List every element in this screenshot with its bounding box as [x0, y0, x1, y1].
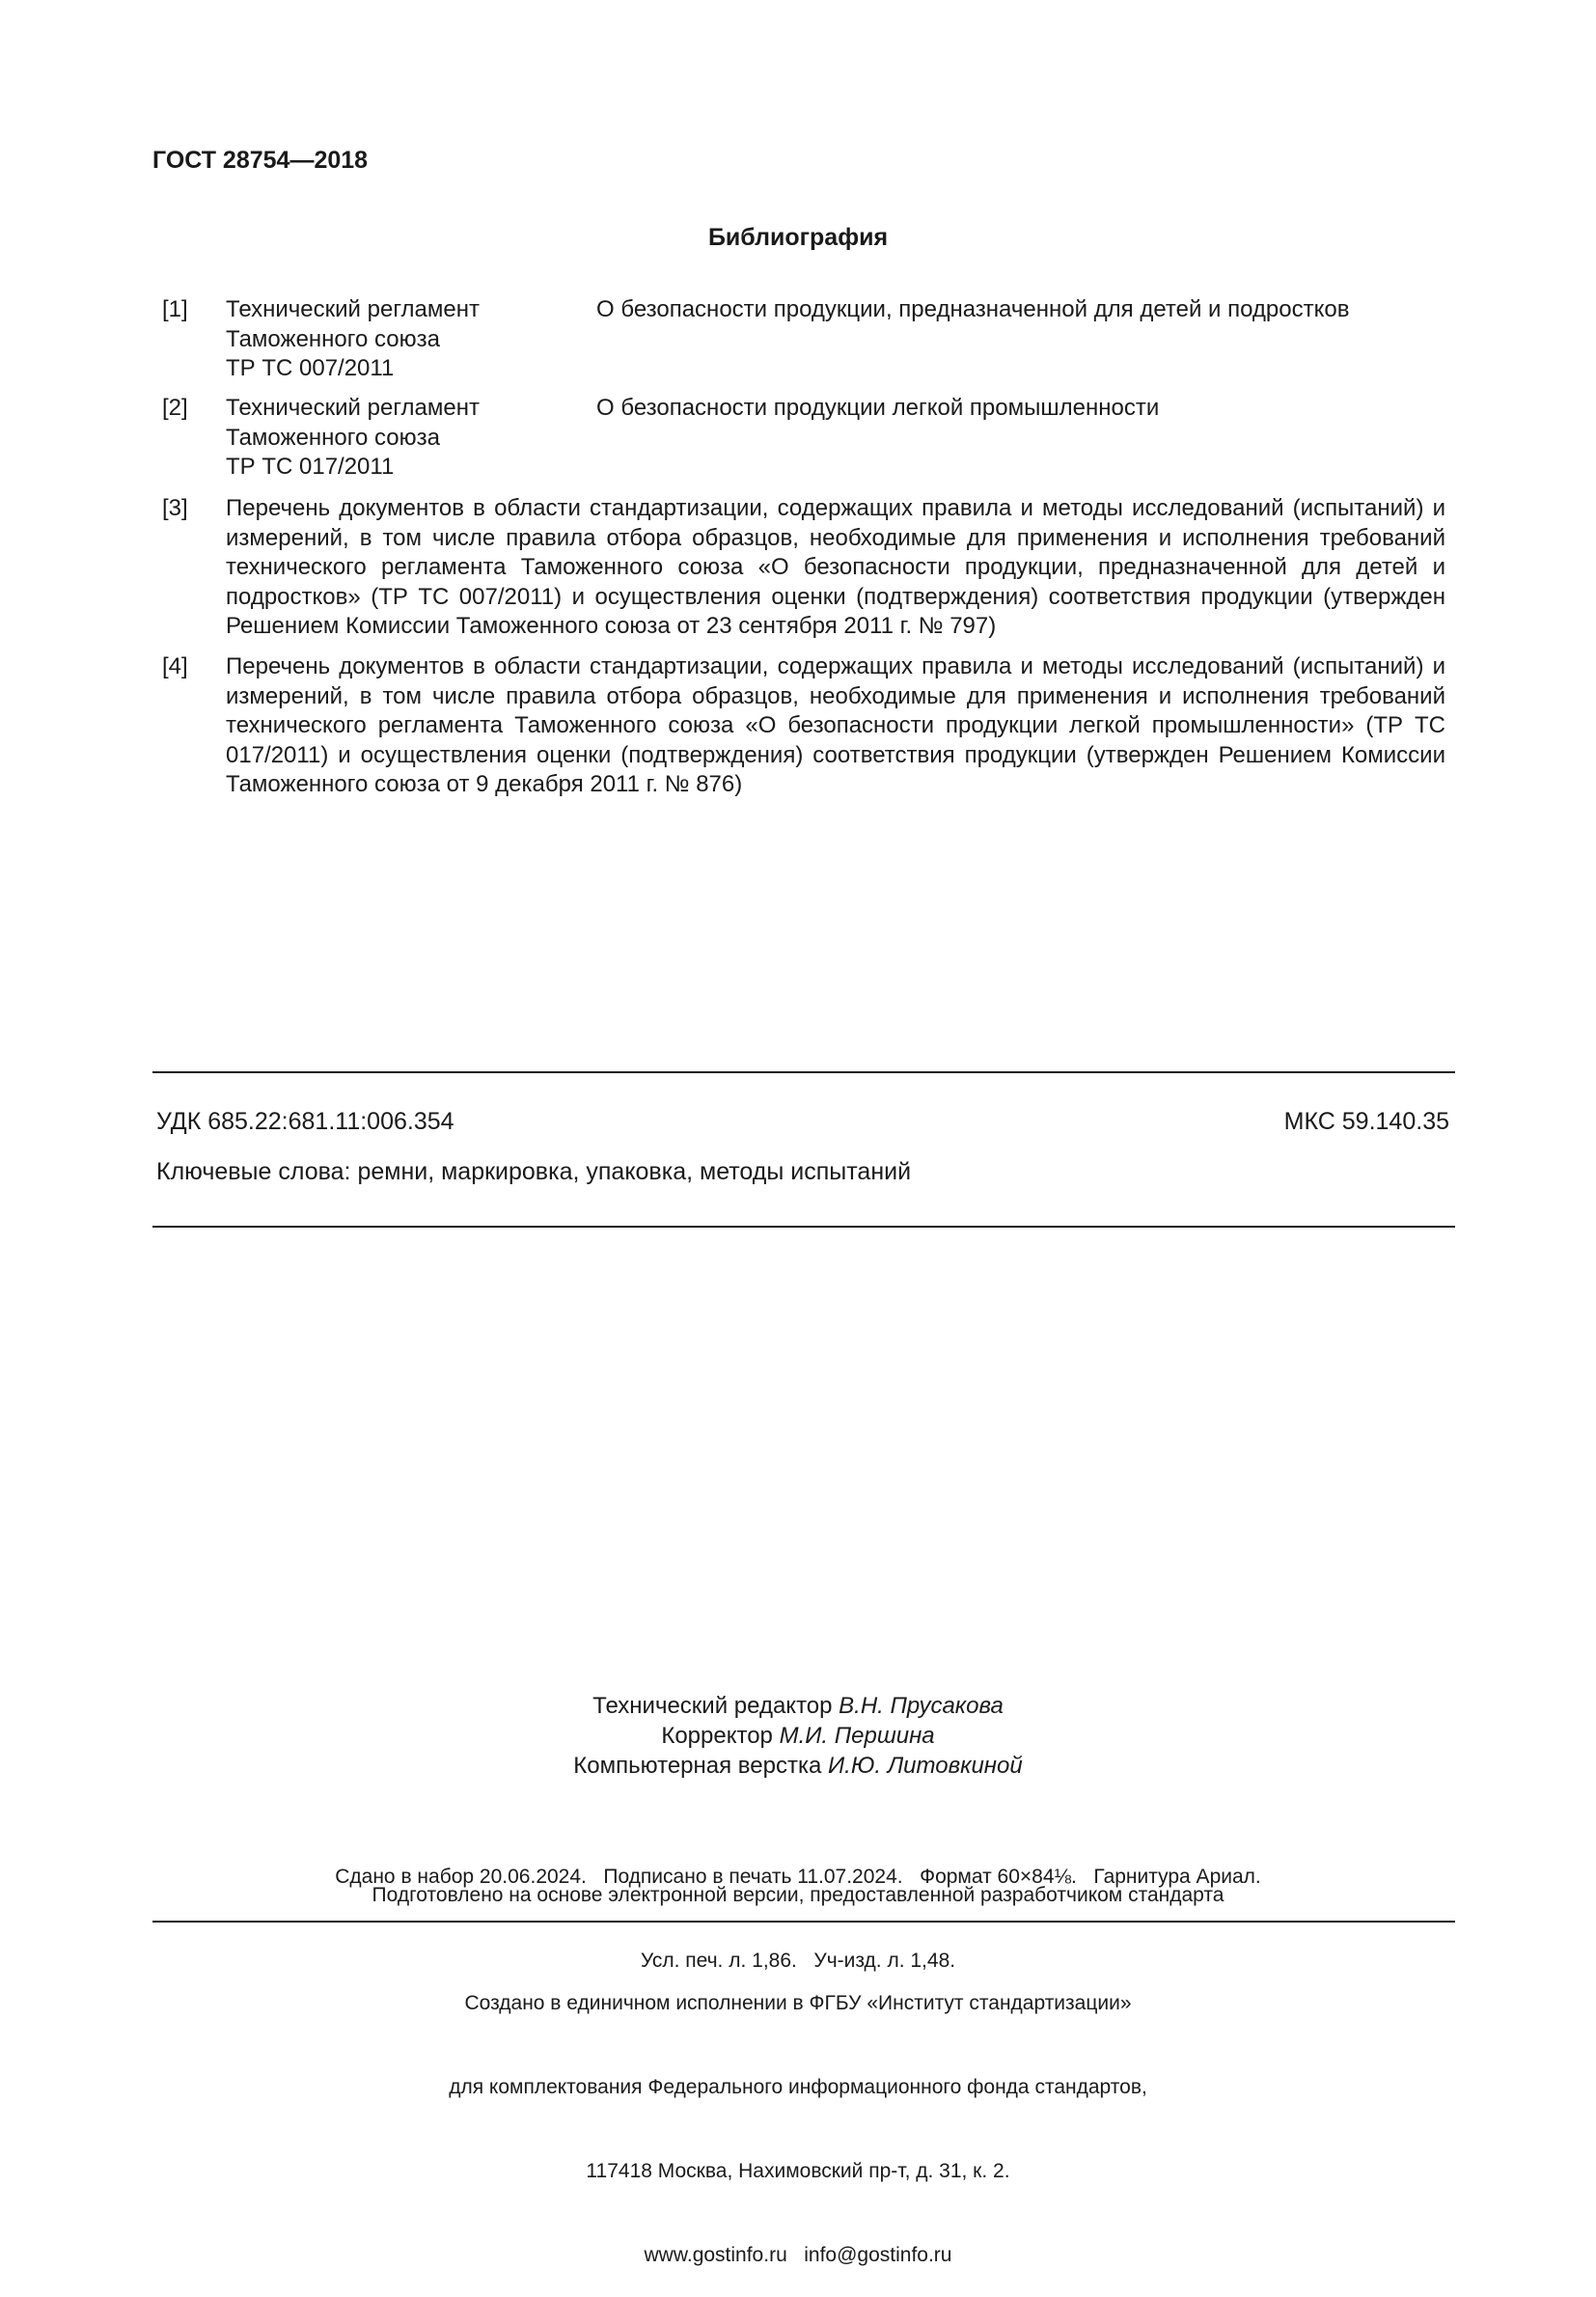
ref-source-line: Таможенного союза: [226, 325, 440, 352]
print-info-line: Усл. печ. л. 1,86. Уч-изд. л. 1,48.: [640, 1950, 956, 1972]
ref-number: [4]: [162, 653, 188, 679]
ref-title: О безопасности продукции, предназначенной для детей и подростков: [596, 296, 1350, 322]
publisher-line: www.gostinfo.ru info@gostinfo.ru: [644, 2244, 952, 2266]
staff-name: В.Н. Прусакова: [839, 1693, 1004, 1719]
print-info-line: Сдано в набор 20.06.2024. Подписано в печать 11.07.2024. Формат 60×84⅛. Гарнитура Ариал.: [335, 1866, 1261, 1888]
divider: [152, 1921, 1455, 1923]
ref-source: [226, 295, 573, 384]
document-code: ГОСТ 28754—2018: [152, 147, 369, 174]
staff-role: Компьютерная верстка: [573, 1753, 822, 1779]
mks-code: МКС 59.140.35: [1283, 1108, 1449, 1135]
ref-source-line: ТР ТС 017/2011: [226, 454, 395, 480]
staff-role: Корректор: [661, 1723, 773, 1749]
publisher-line: для комплектования Федерального информационного фонда стандартов,: [449, 2076, 1147, 2098]
staff-role: Технический редактор: [592, 1693, 833, 1719]
ref-number: [1]: [162, 296, 188, 322]
staff-line: [0, 1691, 1596, 1721]
ref-number: [2]: [162, 395, 188, 421]
bibliography-title: Библиография: [707, 224, 889, 251]
ref-title: О безопасности продукции легкой промышленности: [596, 395, 1160, 421]
publisher-line: 117418 Москва, Нахимовский пр-т, д. 31, к. 2.: [586, 2160, 1010, 2182]
divider: [152, 1226, 1455, 1228]
staff-line: [0, 1721, 1596, 1751]
staff-name: М.И. Першина: [779, 1723, 935, 1749]
prepared-note: Подготовлено на основе электронной версии, предоставленной разработчиком стандарта: [371, 1884, 1225, 1906]
ref-number: [3]: [162, 495, 188, 521]
ref-source: [226, 394, 573, 483]
divider: [152, 1071, 1455, 1073]
ref-source-line: Технический регламент: [226, 395, 480, 421]
ref-source-line: ТР ТС 007/2011: [226, 355, 395, 381]
publisher-info: [0, 1933, 1596, 2297]
keywords: Ключевые слова: ремни, маркировка, упаковка, методы испытаний: [156, 1158, 912, 1185]
staff-name: И.Ю. Литовкиной: [828, 1753, 1023, 1779]
ref-source-line: Таможенного союза: [226, 424, 440, 451]
ref-text: Перечень документов в области стандартизации, содержащих правила и методы исследований (испытаний) и измерений, в том числе правила отбора образцов, необходимые для применения и исполнения требований технического регламента Таможенного союза «О безопасности продукции легкой промышленности» (ТР ТС 017/2011) и осуществления оценки (подтверждения) соответствия продукции (утвержден Решением Комиссии Таможенного союза от 9 декабря 2011 г. № 876): [226, 653, 1445, 797]
staff-line: [0, 1751, 1596, 1781]
ref-source-line: Технический регламент: [226, 296, 480, 322]
publisher-line: Создано в единичном исполнении в ФГБУ «Институт стандартизации»: [464, 1992, 1132, 2014]
udk-code: УДК 685.22:681.11:006.354: [156, 1108, 454, 1135]
staff-credits: [0, 1691, 1596, 1781]
ref-text: Перечень документов в области стандартизации, содержащих правила и методы исследований (испытаний) и измерений, в том числе правила отбора образцов, необходимые для применения и исполнения требований технического регламента Таможенного союза «О безопасности продукции, предназначенной для детей и подростков» (ТР ТС 007/2011) и осуществления оценки (подтверждения) соответствия продукции (утвержден Решением Комиссии Таможенного союза от 23 сентября 2011 г. № 797): [226, 495, 1445, 639]
